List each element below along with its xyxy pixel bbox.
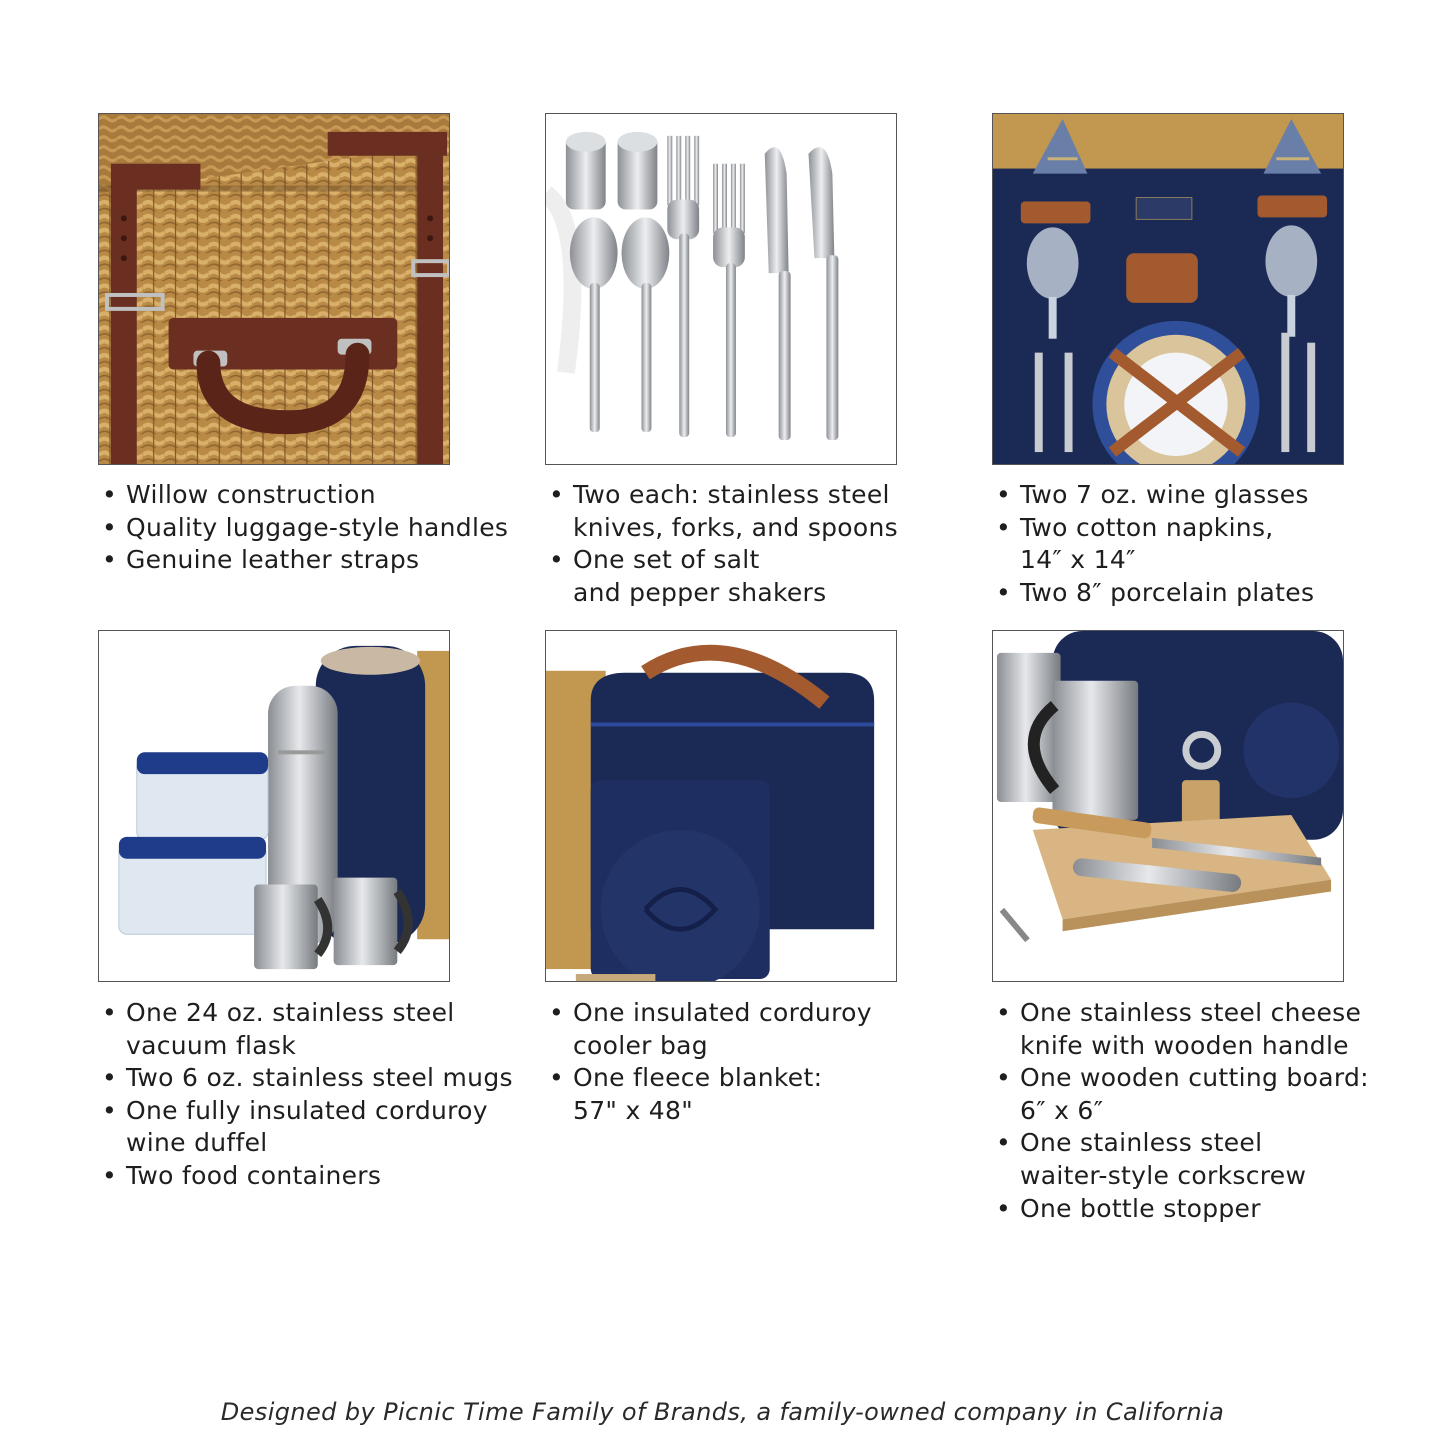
bullet-item: • Genuine leather straps bbox=[102, 544, 508, 577]
bullet-item: • One stainless steel waiter-style corkscrew bbox=[996, 1127, 1369, 1192]
bullet-item: • Two 8″ porcelain plates bbox=[996, 577, 1314, 610]
basket-interior-image bbox=[993, 114, 1343, 464]
photo-cheese-board bbox=[992, 630, 1344, 982]
wicker-basket-image bbox=[99, 114, 449, 464]
bullet-item: • Two each: stainless steel knives, forks, and spoons bbox=[549, 479, 898, 544]
bullet-item: • One wooden cutting board: 6″ x 6″ bbox=[996, 1062, 1369, 1127]
photo-basket-interior bbox=[992, 113, 1344, 465]
caption-cheese bbox=[996, 997, 1369, 1225]
cooler-blanket-image bbox=[546, 631, 896, 981]
caption-flask bbox=[102, 997, 513, 1193]
bullet-item: • One bottle stopper bbox=[996, 1193, 1369, 1226]
photo-wicker-basket bbox=[98, 113, 450, 465]
bullet-item: • One 24 oz. stainless steel vacuum flask bbox=[102, 997, 513, 1062]
photo-cutlery bbox=[545, 113, 897, 465]
bullet-item: • One stainless steel cheese knife with wooden handle bbox=[996, 997, 1369, 1062]
bullet-item: • Two 7 oz. wine glasses bbox=[996, 479, 1314, 512]
bullet-item: • Two 6 oz. stainless steel mugs bbox=[102, 1062, 513, 1095]
bullet-item: • Quality luggage-style handles bbox=[102, 512, 508, 545]
photo-cooler-blanket bbox=[545, 630, 897, 982]
footer-tagline: Designed by Picnic Time Family of Brands, a family-owned company in California bbox=[220, 1398, 1225, 1426]
flask-mugs-image bbox=[99, 631, 449, 981]
bullet-item: • One fleece blanket: 57" x 48" bbox=[549, 1062, 872, 1127]
bullet-item: • Willow construction bbox=[102, 479, 508, 512]
bullet-item: • One set of salt and pepper shakers bbox=[549, 544, 898, 609]
bullet-item: • One insulated corduroy cooler bag bbox=[549, 997, 872, 1062]
bullet-item: • Two food containers bbox=[102, 1160, 513, 1193]
caption-interior bbox=[996, 479, 1314, 609]
bullet-item: • One fully insulated corduroy wine duffel bbox=[102, 1095, 513, 1160]
cheese-board-image bbox=[993, 631, 1343, 981]
photo-flask-mugs bbox=[98, 630, 450, 982]
caption-cutlery bbox=[549, 479, 898, 609]
bullet-item: • Two cotton napkins, 14″ x 14″ bbox=[996, 512, 1314, 577]
caption-cooler bbox=[549, 997, 872, 1127]
cutlery-image bbox=[546, 114, 896, 464]
caption-basket bbox=[102, 479, 508, 577]
